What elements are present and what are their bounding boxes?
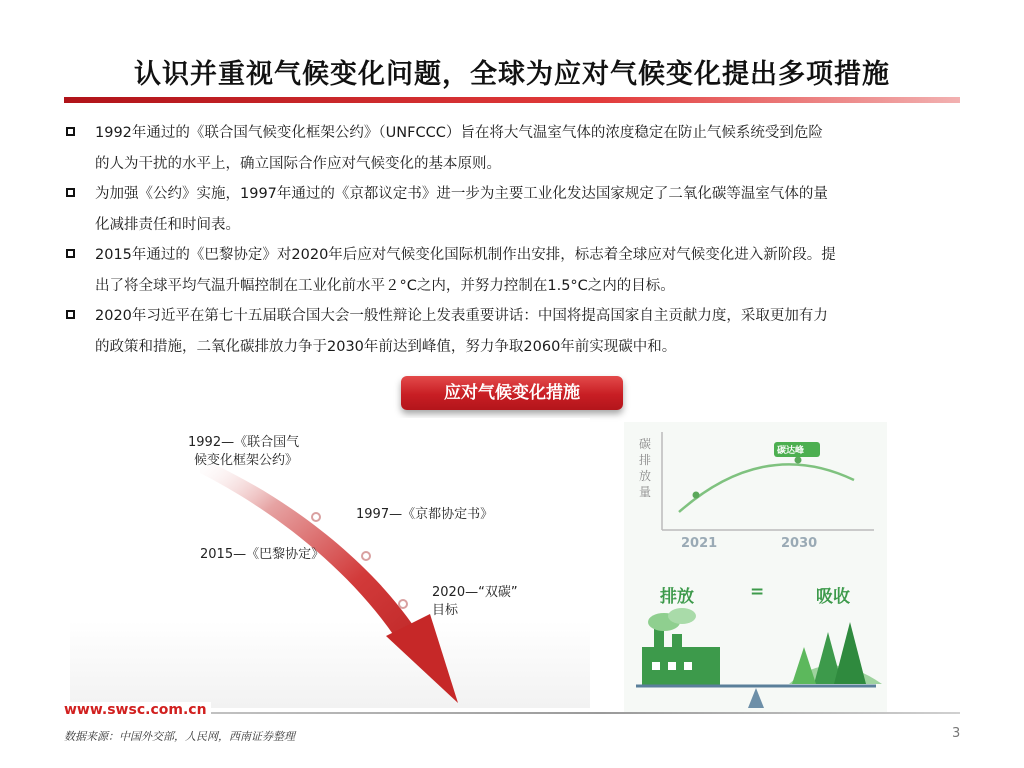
bullet-line: 化减排责任和时间表。 [95,216,240,233]
y-axis-char: 排 [638,453,651,467]
timeline-dot [362,552,370,560]
section-title-badge: 应对气候变化措施 [401,376,623,410]
curved-arrow-graphic [70,418,590,708]
website-link[interactable]: www.swsc.com.cn [64,702,211,718]
equals-sign: = [750,582,765,602]
absorption-label: 吸收 [816,587,850,607]
square-bullet-icon [66,127,75,136]
data-source-note: 数据来源：中国外交部，人民网，西南证券整理 [64,730,295,743]
timeline-panel [70,418,590,708]
event-text: 目标 [432,603,459,618]
timeline-dot [399,600,407,608]
square-bullet-icon [66,249,75,258]
bullet-item [64,118,964,179]
bullet-line: 的政策和措施，二氧化碳排放力争于2030年前达到峰值，努力争取2060年前实现碳中和。 [95,338,677,355]
bullet-line: 2020年习近平在第七十五届联合国大会一般性辩论上发表重要讲话：中国将提高国家自主贡献力度，采取更加有力 [95,308,828,324]
timeline-event-2015: 2015—《巴黎协定》 [200,547,325,562]
x-tick-2030: 2030 [781,536,818,551]
bullet-line: 2015年通过的《巴黎协定》对2020年后应对气候变化国际机制作出安排，标志着全球应对气候变化进入新阶段。提 [95,247,836,263]
y-axis-char: 量 [638,485,651,499]
timeline-dot [312,513,320,521]
bullet-line: 出了将全球平均气温升幅控制在工业化前水平２°C之内，并努力控制在1.5°C之内的目标。 [95,277,675,294]
event-text: 1992—《联合国气 [188,435,300,450]
bullet-list [64,118,964,362]
bullet-line: 的人为干扰的水平上，确立国际合作应对气候变化的基本原则。 [95,155,501,172]
y-axis-label [638,436,652,500]
emission-curve-graphic [624,422,887,714]
curve-point [795,457,802,464]
curve-point [693,492,700,499]
bullet-item [64,240,964,301]
page-number: 3 [952,726,961,741]
balance-fulcrum [748,688,764,708]
x-tick-2021: 2021 [681,536,718,551]
page-title: 认识并重视气候变化问题，全球为应对气候变化提出多项措施 [134,59,890,90]
title-underline [64,97,960,103]
emission-curve [679,464,854,512]
event-text: 候变化框架公约》 [194,453,299,468]
event-text: 2020—“双碳” [432,585,518,600]
factory-icon [642,608,720,685]
timeline-event-1997: 1997—《京都协定书》 [356,507,494,522]
bullet-item [64,301,964,362]
square-bullet-icon [66,310,75,319]
emission-label: 排放 [660,587,694,607]
square-bullet-icon [66,188,75,197]
bullet-line: 1992年通过的《联合国气候变化框架公约》（UNFCCC）旨在将大气温室气体的浓度稳定在防止气候系统受到危险 [95,125,823,141]
bullet-item [64,179,964,240]
y-axis-char: 碳 [638,437,651,451]
timeline-event-1992 [188,434,299,470]
carbon-neutral-infographic [624,422,887,714]
timeline-event-2020 [432,584,518,620]
peak-label: 碳达峰 [777,446,805,456]
trees-icon [789,622,882,684]
y-axis-char: 放 [638,469,651,483]
bullet-line: 为加强《公约》实施，1997年通过的《京都议定书》进一步为主要工业化发达国家规定了二氧化碳等温室气体的量 [95,186,828,202]
